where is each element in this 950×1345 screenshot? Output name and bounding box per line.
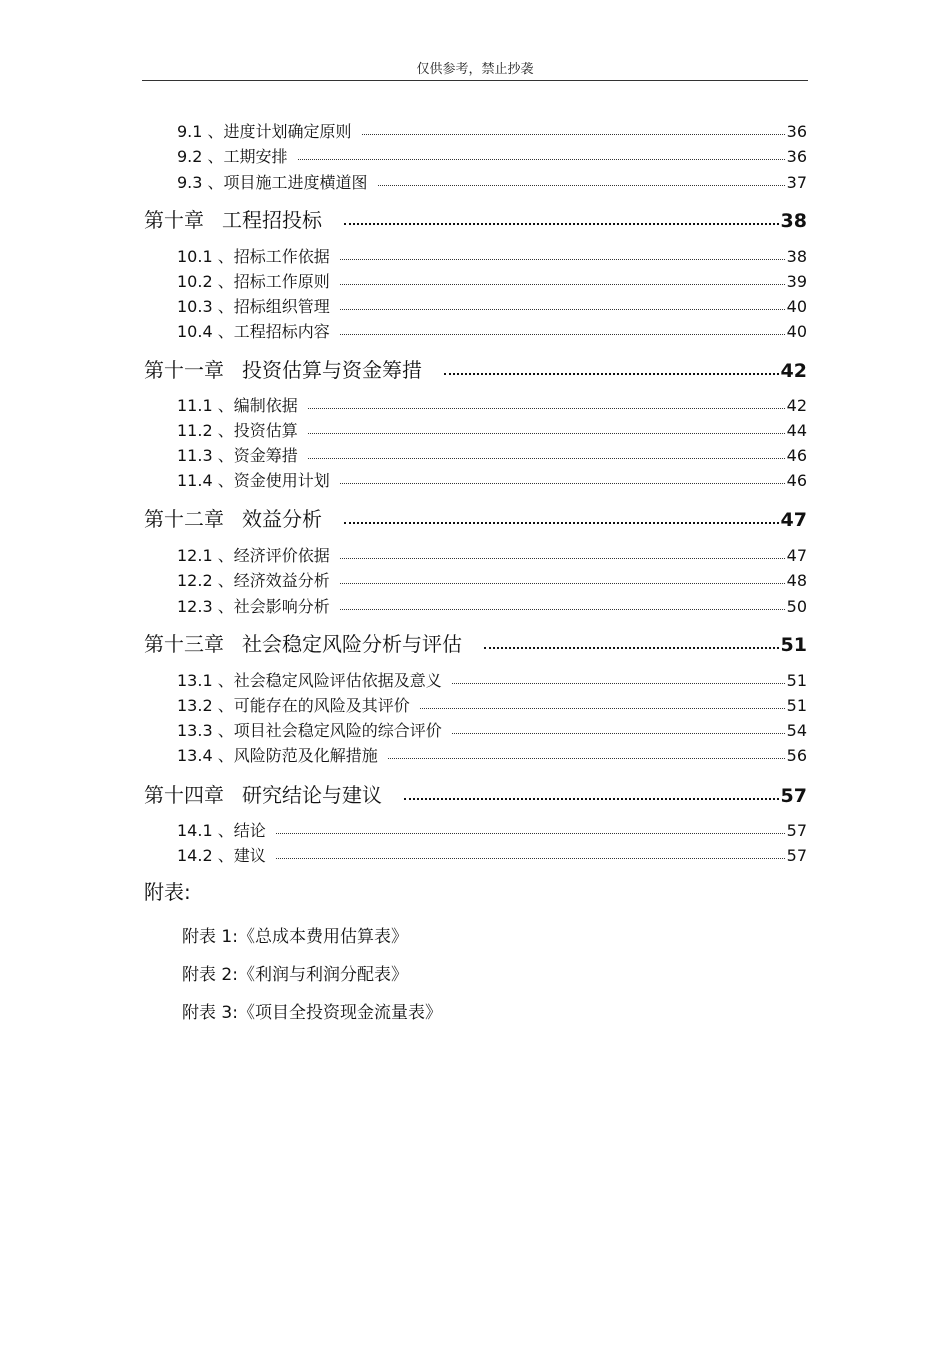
toc-section-label: 14.2 、建议 [177, 846, 266, 865]
toc-chapter-label [144, 779, 382, 808]
toc-section-entry[interactable] [177, 393, 807, 415]
toc-dot-leader [344, 223, 779, 225]
toc-dot-leader [344, 522, 779, 524]
toc-section-label: 9.3 、项目施工进度横道图 [177, 173, 368, 192]
toc-chapter-number: 第十一章 [144, 358, 224, 382]
toc-section-entry[interactable] [177, 244, 807, 266]
toc-page-number: 54 [786, 721, 807, 740]
toc-page-number: 39 [786, 272, 807, 291]
toc-dot-leader [340, 483, 785, 484]
toc-page-number: 36 [786, 122, 807, 141]
toc-chapter-number: 第十四章 [144, 783, 224, 807]
toc-section-entry[interactable] [177, 743, 807, 765]
toc-section-entry[interactable] [177, 693, 807, 715]
toc-section-label: 9.2 、工期安排 [177, 147, 288, 166]
toc-page-number: 40 [786, 297, 807, 316]
toc-dot-leader [340, 284, 785, 285]
toc-chapter-number: 第十二章 [144, 507, 224, 531]
toc-section-entry[interactable] [177, 418, 807, 440]
toc-page-number: 40 [786, 322, 807, 341]
toc-page-number: 42 [780, 360, 807, 382]
toc-page-number: 51 [786, 696, 807, 715]
toc-dot-leader [452, 733, 785, 734]
toc-page-number: 37 [786, 173, 807, 192]
toc-chapter-title: 研究结论与建议 [242, 783, 382, 807]
toc-dot-leader [308, 408, 785, 409]
toc-chapter-number: 第十章 [144, 208, 204, 232]
toc-section-label: 11.3 、资金筹措 [177, 446, 298, 465]
toc-chapter-entry[interactable] [144, 628, 807, 656]
toc-section-label: 14.1 、结论 [177, 821, 266, 840]
toc-section-label: 10.3 、招标组织管理 [177, 297, 330, 316]
toc-page-number: 57 [780, 785, 807, 807]
toc-page-number: 42 [786, 396, 807, 415]
toc-page-number: 44 [786, 421, 807, 440]
toc-section-label: 9.1 、进度计划确定原则 [177, 122, 352, 141]
appendix-title: 附表: [144, 880, 191, 904]
toc-chapter-label [144, 204, 322, 233]
toc-section-entry[interactable] [177, 269, 807, 291]
appendix-item-2[interactable]: 附表 2:《利润与利润分配表》 [182, 965, 408, 985]
toc-dot-leader [340, 334, 785, 335]
appendix-item-1[interactable]: 附表 1:《总成本费用估算表》 [182, 927, 408, 947]
appendix-item-3[interactable]: 附表 3:《项目全投资现金流量表》 [182, 1003, 442, 1023]
toc-page-number: 56 [786, 746, 807, 765]
toc-dot-leader [420, 708, 785, 709]
toc-section-entry[interactable] [177, 319, 807, 341]
toc-page-number: 47 [780, 509, 807, 531]
toc-dot-leader [484, 647, 779, 649]
toc-page-number: 46 [786, 446, 807, 465]
toc-section-entry[interactable] [177, 668, 807, 690]
toc-section-label: 12.3 、社会影响分析 [177, 597, 330, 616]
toc-dot-leader [340, 558, 785, 559]
toc-chapter-number: 第十三章 [144, 632, 224, 656]
toc-dot-leader [308, 458, 785, 459]
toc-section-entry[interactable] [177, 718, 807, 740]
toc-section-label: 12.1 、经济评价依据 [177, 546, 330, 565]
toc-chapter-title: 投资估算与资金筹措 [242, 358, 422, 382]
toc-section-label: 10.1 、招标工作依据 [177, 247, 330, 266]
toc-chapter-title: 效益分析 [242, 507, 322, 531]
toc-section-label: 11.1 、编制依据 [177, 396, 298, 415]
toc-dot-leader [276, 833, 785, 834]
toc-page-number: 38 [786, 247, 807, 266]
toc-dot-leader [378, 185, 785, 186]
toc-dot-leader [340, 259, 785, 260]
toc-section-label: 13.4 、风险防范及化解措施 [177, 746, 378, 765]
toc-chapter-title: 工程招投标 [222, 208, 322, 232]
toc-section-entry[interactable] [177, 119, 807, 141]
toc-page-number: 51 [780, 634, 807, 656]
toc-page-number: 57 [786, 846, 807, 865]
toc-chapter-entry[interactable] [144, 503, 807, 531]
toc-section-entry[interactable] [177, 568, 807, 590]
toc-section-entry[interactable] [177, 818, 807, 840]
toc-dot-leader [340, 583, 785, 584]
toc-section-label: 13.2 、可能存在的风险及其评价 [177, 696, 410, 715]
toc-section-label: 12.2 、经济效益分析 [177, 571, 330, 590]
toc-chapter-title: 社会稳定风险分析与评估 [242, 632, 462, 656]
toc-chapter-label [144, 628, 462, 657]
toc-section-entry[interactable] [177, 294, 807, 316]
toc-dot-leader [308, 433, 785, 434]
toc-section-label: 10.4 、工程招标内容 [177, 322, 330, 341]
page-header: 仅供参考，禁止抄袭 [416, 62, 534, 77]
toc-chapter-entry[interactable] [144, 354, 807, 382]
toc-section-label: 11.4 、资金使用计划 [177, 471, 330, 490]
toc-page-number: 36 [786, 147, 807, 166]
toc-chapter-entry[interactable] [144, 204, 807, 232]
toc-page-number: 38 [780, 210, 807, 232]
toc-section-entry[interactable] [177, 443, 807, 465]
toc-chapter-label [144, 503, 322, 532]
toc-dot-leader [452, 683, 785, 684]
toc-section-label: 10.2 、招标工作原则 [177, 272, 330, 291]
toc-section-label: 13.3 、项目社会稳定风险的综合评价 [177, 721, 442, 740]
toc-dot-leader [362, 134, 785, 135]
toc-page-number: 48 [786, 571, 807, 590]
toc-dot-leader [404, 798, 779, 800]
toc-dot-leader [340, 609, 785, 610]
toc-page-number: 51 [786, 671, 807, 690]
toc-section-label: 11.2 、投资估算 [177, 421, 298, 440]
toc-dot-leader [388, 758, 785, 759]
toc-section-entry[interactable] [177, 468, 807, 490]
toc-dot-leader [340, 309, 785, 310]
toc-section-entry[interactable] [177, 843, 807, 865]
toc-section-label: 13.1 、社会稳定风险评估依据及意义 [177, 671, 442, 690]
toc-page-number: 47 [786, 546, 807, 565]
toc-section-entry[interactable] [177, 170, 807, 192]
toc-dot-leader [276, 858, 785, 859]
toc-page-number: 57 [786, 821, 807, 840]
toc-section-entry[interactable] [177, 543, 807, 565]
toc-dot-leader [298, 159, 785, 160]
toc-page-number: 50 [786, 597, 807, 616]
toc-chapter-label [144, 354, 422, 383]
toc-section-entry[interactable] [177, 594, 807, 616]
toc-dot-leader [444, 373, 779, 375]
toc-chapter-entry[interactable] [144, 779, 807, 807]
toc-page-number: 46 [786, 471, 807, 490]
toc-section-entry[interactable] [177, 144, 807, 166]
